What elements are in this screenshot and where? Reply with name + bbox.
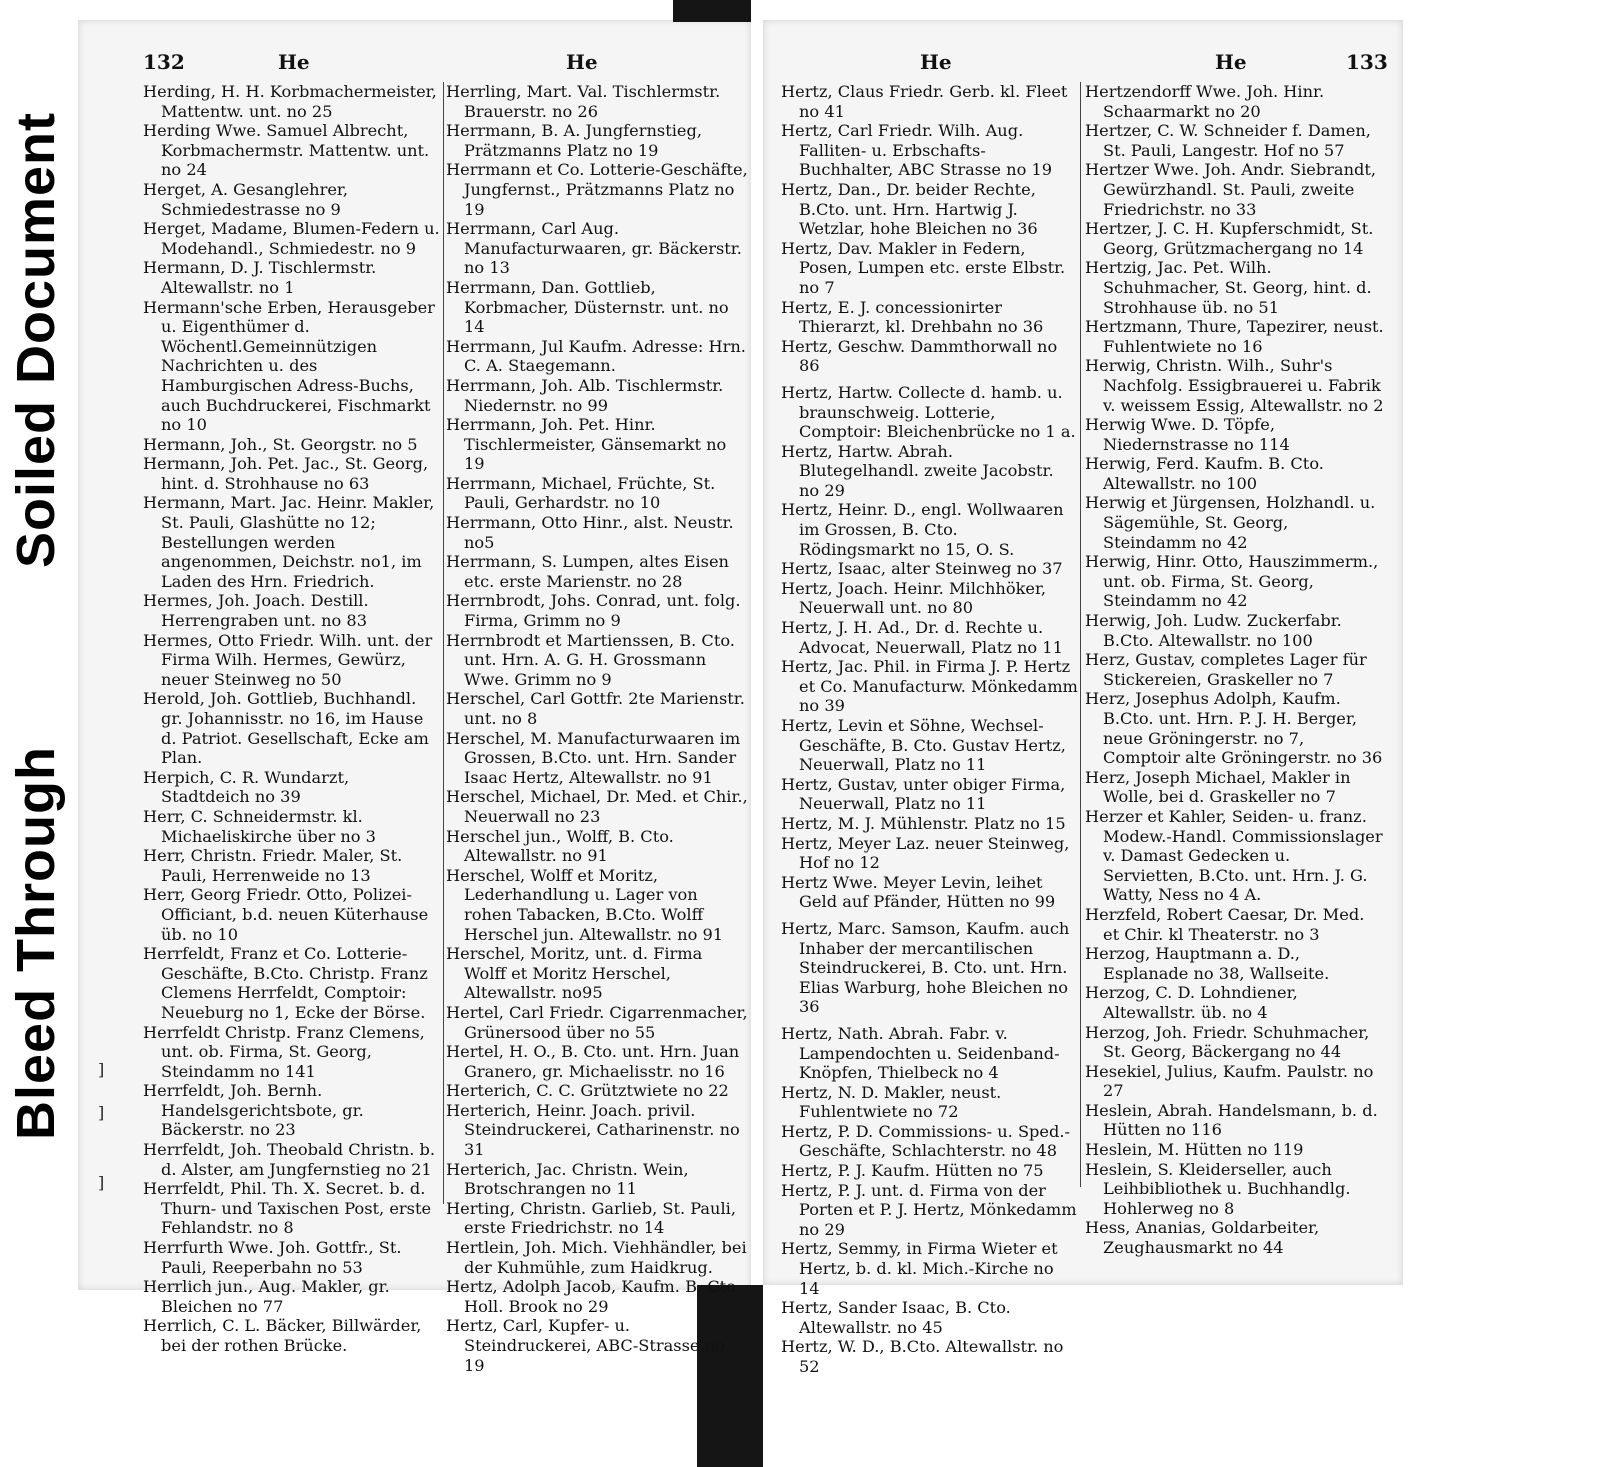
directory-entry: Herrmann, Carl Aug. Manufacturwaaren, gr. Bäckerstr. no 13 (446, 219, 742, 278)
directory-entry: Herrmann et Co. Lotterie-Geschäfte, Jungfernst., Prätzmanns Platz no 19 (446, 160, 748, 219)
directory-entry: Herwig, Hinr. Otto, Hauszimmerm., unt. ob. Firma, St. Georg, Steindamm no 42 (1085, 552, 1379, 611)
directory-entry: Hertz, W. D., B.Cto. Altewallstr. no 52 (781, 1337, 1064, 1376)
directory-entry: Heslein, Abrah. Handelsmann, b. d. Hütten no 116 (1085, 1100, 1378, 1140)
directory-entry: Herrfeldt Christp. Franz Clemens, unt. ob. Firma, St. Georg, Steindamm no 141 (143, 1022, 425, 1081)
directory-entry: Hertzer Wwe. Joh. Andr. Siebrandt, Gewürzhandl. St. Pauli, zweite Friedrichstr. no 33 (1085, 160, 1377, 219)
directory-entry: Hertz, Meyer Laz. neuer Steinweg, Hof no 12 (781, 833, 1070, 873)
directory-entry: Hertz, P. D. Commissions- u. Sped.-Geschäfte, Schlachterstr. no 48 (781, 1121, 1070, 1161)
directory-entry: Herschel, Carl Gottfr. 2te Marienstr. unt. no 8 (446, 689, 745, 728)
directory-entry: Hertzmann, Thure, Tapezirer, neust. Fuhlentwiete no 16 (1085, 317, 1384, 356)
directory-entry: Herting, Christn. Garlieb, St. Pauli, erste Friedrichstr. no 14 (446, 1198, 736, 1238)
directory-entry: Herz, Joseph Michael, Makler in Wolle, bei d. Graskeller no 7 (1085, 767, 1351, 807)
directory-entry: Hertz, Hartw. Abrah. Blutegelhandl. zweite Jacobstr. no 29 (781, 441, 1054, 500)
directory-entry: Herterich, Heinr. Joach. privil. Steindruckerei, Catharinenstr. no 31 (446, 1100, 740, 1160)
bleed-through-text: Bleed Through (6, 746, 66, 1140)
directory-entry: Herget, A. Gesanglehrer, Schmiedestrasse no 9 (143, 179, 349, 219)
directory-entry: Hertz, Nath. Abrah. Fabr. v. Lampendochten u. Seidenband-Knöpfen, Thielbeck no 4 (781, 1023, 1060, 1083)
directory-entry: Herrfeldt, Phil. Th. X. Secret. b. d. Thurn- und Taxischen Post, erste Fehlandstr. no 8 (143, 1179, 432, 1238)
directory-entry: Herrmann, Michael, Früchte, St. Pauli, Gerhardstr. no 10 (446, 473, 716, 513)
directory-entry: Herrmann, B. A. Jungfernstieg, Prätzmanns Platz no 19 (446, 121, 702, 160)
directory-entry: Herrnbrodt, Johs. Conrad, unt. folg. Firma, Grimm no 9 (446, 591, 741, 631)
directory-entry: Herwig, Christn. Wilh., Suhr's Nachfolg. Essigbrauerei u. Fabrik v. weissem Essig, Altewallstr. no 2 (1085, 356, 1384, 415)
directory-entry: Herzfeld, Robert Caesar, Dr. Med. et Chir. kl Theaterstr. no 3 (1085, 904, 1365, 944)
directory-entry: Hertz, Semmy, in Firma Wieter et Hertz, b. d. kl. Mich.-Kirche no 14 (781, 1239, 1058, 1298)
directory-entry: Hertz, Isaac, alter Steinweg no 37 (781, 559, 1063, 579)
directory-entry: Hertz, Sander Isaac, B. Cto. Altewallstr. no 45 (781, 1298, 1011, 1337)
directory-entry: Hertz, Gustav, unter obiger Firma, Neuerwall, Platz no 11 (781, 774, 1066, 814)
directory-entry: Hertz, Dav. Makler in Federn, Posen, Lumpen etc. erste Elbstr. no 7 (781, 238, 1066, 297)
directory-entry: Hertz, Adolph Jacob, Kaufm. B. Cto. Holl. Brook no 29 (446, 1277, 741, 1316)
right-page-number: 133 (1346, 50, 1388, 74)
directory-entry: Hess, Ananias, Goldarbeiter, Zeughausmarkt no 44 (1085, 1218, 1320, 1258)
directory-entry: Hertzer, C. W. Schneider f. Damen, St. Pauli, Langestr. Hof no 57 (1085, 121, 1371, 160)
directory-entry: Herrlich jun., Aug. Makler, gr. Bleichen no 77 (143, 1277, 390, 1316)
directory-entry: Hermes, Joh. Joach. Destill. Herrengraben unt. no 83 (143, 591, 369, 631)
directory-entry: Hertzendorff Wwe. Joh. Hinr. Schaarmarkt no 20 (1085, 82, 1325, 121)
directory-entry: Hertz, Heinr. D., engl. Wollwaaren im Grossen, B. Cto. Rödingsmarkt no 15, O. S. (781, 500, 1064, 559)
directory-column-2 (446, 82, 748, 1375)
directory-entry: Herzog, Joh. Friedr. Schuhmacher, St. Georg, Bäckergang no 44 (1085, 1022, 1370, 1062)
directory-entry: Herterich, C. C. Grütztwiete no 22 (446, 1081, 729, 1101)
directory-entry: Hertz, N. D. Makler, neust. Fuhlentwiete no 72 (781, 1082, 1002, 1122)
directory-entry: Herzog, C. D. Lohndiener, Altewallstr. üb. no 4 (1085, 983, 1298, 1022)
left-page-letters-center: He (566, 50, 598, 74)
directory-entry: Heslein, M. Hütten no 119 (1085, 1140, 1304, 1160)
directory-entry: Hertz, Hartw. Collecte d. hamb. u. braunschweig. Lotterie, Comptoir: Bleichenbrücke no 1 a. (781, 382, 1076, 442)
directory-entry: Hertlein, Joh. Mich. Viehhändler, bei der Kuhmühle, zum Haidkrug. (446, 1238, 747, 1277)
directory-entry: Hertz, Joach. Heinr. Milchhöker, Neuerwall unt. no 80 (781, 578, 1047, 618)
directory-entry: Herwig, Ferd. Kaufm. B. Cto. Altewallstr. no 100 (1085, 454, 1324, 493)
left-page-number: 132 (143, 50, 185, 74)
directory-entry: Hertz, Jac. Phil. in Firma J. P. Hertz et Co. Manufacturw. Mönkedamm no 39 (781, 657, 1078, 716)
directory-entry: Herpich, C. R. Wundarzt, Stadtdeich no 39 (143, 767, 350, 807)
directory-entry: Herding Wwe. Samuel Albrecht, Korbmachermstr. Mattentw. unt. no 24 (143, 121, 430, 180)
directory-entry: Herschel, Michael, Dr. Med. et Chir., Neuerwall no 23 (446, 787, 748, 826)
directory-entry: Hertz, J. H. Ad., Dr. d. Rechte u. Advocat, Neuerwall, Platz no 11 (781, 618, 1063, 657)
directory-entry: Herzog, Hauptmann a. D., Esplanade no 38, Wallseite. (1085, 944, 1330, 983)
directory-entry: Hertz, Marc. Samson, Kaufm. auch Inhaber der mercantilischen Steindruckerei, B. Cto. unt. Hrn. Elias Warburg, hohe Bleichen no 36 (781, 918, 1070, 1017)
directory-entry: Herrmann, Joh. Pet. Hinr. Tischlermeister, Gänsemarkt no 19 (446, 415, 727, 474)
directory-entry: Hertel, Carl Friedr. Cigarrenmacher, Grünersood über no 55 (446, 1002, 748, 1042)
directory-entry: Herwig, Joh. Ludw. Zuckerfabr. B.Cto. Altewallstr. no 100 (1085, 611, 1342, 650)
directory-entry: Herrfurth Wwe. Joh. Gottfr., St. Pauli, Reeperbahn no 53 (143, 1238, 402, 1277)
directory-entry: Herr, Georg Friedr. Otto, Polizei-Officiant, b.d. neuen Küterhause üb. no 10 (143, 885, 429, 944)
bleed-through-stamp (0, 722, 72, 1164)
directory-entry: Herzer et Kahler, Seiden- u. franz. Modew.-Handl. Commissionslager v. Damast Gedecken u. Servietten, B.Cto. unt. Hrn. J. G. Watty, Ness no 4 A. (1085, 806, 1383, 905)
binding-spine-top (673, 0, 751, 22)
directory-entry: Hertz Wwe. Meyer Levin, leihet Geld auf Pfänder, Hütten no 99 (781, 872, 1056, 912)
directory-entry: Heslein, S. Kleiderseller, auch Leihbibliothek u. Buchhandlg. Hohlerweg no 8 (1085, 1159, 1351, 1218)
directory-entry: Hertz, P. J. unt. d. Firma von der Porten et P. J. Hertz, Mönkedamm no 29 (781, 1180, 1077, 1239)
directory-column-1 (143, 82, 441, 1356)
directory-entry: Herrmann, Otto Hinr., alst. Neustr. no5 (446, 513, 734, 552)
directory-entry: Hertz, E. J. concessionirter Thierarzt, kl. Drehbahn no 36 (781, 297, 1044, 337)
directory-entry: Herrmann, Dan. Gottlieb, Korbmacher, Düsternstr. unt. no 14 (446, 277, 729, 337)
right-page-letters: He (1215, 50, 1247, 74)
directory-entry: Hermann, Mart. Jac. Heinr. Makler, St. Pauli, Glashütte no 12; Bestellungen werden angenommen, Deichstr. no1, im Laden des Hrn. Friedrich. (143, 493, 435, 591)
directory-entry: Hermann, Joh. Pet. Jac., St. Georg, hint. d. Strohhause no 63 (143, 454, 429, 493)
directory-entry: Hertz, Levin et Söhne, Wechsel-Geschäfte, B. Cto. Gustav Hertz, Neuerwall, Platz no 11 (781, 716, 1066, 775)
column-rule-left (443, 82, 444, 1204)
directory-entry: Herrling, Mart. Val. Tischlermstr. Brauerstr. no 26 (446, 82, 721, 121)
directory-entry: Hertz, Carl, Kupfer- u. Steindruckerei, ABC-Strasse no 19 (446, 1316, 725, 1375)
left-page-letters: He (278, 50, 310, 74)
directory-entry: Herrlich, C. L. Bäcker, Billwärder, bei der rothen Brücke. (143, 1316, 422, 1355)
directory-entry: Herz, Josephus Adolph, Kaufm. B.Cto. unt. Hrn. P. J. H. Berger, neue Gröningerstr. no 7, Comptoir alte Gröningerstr. no 36 (1085, 689, 1383, 768)
directory-entry: Herschel, M. Manufacturwaaren im Grossen, B.Cto. unt. Hrn. Sander Isaac Hertz, Altewallstr. no 91 (446, 728, 741, 787)
directory-entry: Hertz, M. J. Mühlenstr. Platz no 15 (781, 813, 1066, 833)
directory-entry: Hermann, Joh., St. Georgstr. no 5 (143, 434, 418, 454)
directory-entry: Hertz, Carl Friedr. Wilh. Aug. Falliten- u. Erbschafts-Buchhalter, ABC Strasse no 19 (781, 121, 1053, 180)
directory-entry: Hertzer, J. C. H. Kupferschmidt, St. Georg, Grützmachergang no 14 (1085, 219, 1374, 258)
directory-entry: Herr, C. Schneidermstr. kl. Michaeliskirche über no 3 (143, 806, 376, 846)
directory-entry: Hermann'sche Erben, Herausgeber u. Eigenthümer d. Wöchentl.Gemeinnützigen Nachrichten u. des Hamburgischen Adress-Buchs, auch Buchdruckerei, Fischmarkt no 10 (143, 297, 435, 435)
directory-entry: Herschel, Wolff et Moritz, Lederhandlung u. Lager von rohen Tabacken, B.Cto. Wolff Herschel jun. Altewallstr. no 91 (446, 865, 724, 944)
directory-entry: Hertz, Geschw. Dammthorwall no 86 (781, 336, 1058, 376)
directory-entry: Herz, Gustav, completes Lager für Stickereien, Graskeller no 7 (1085, 650, 1367, 689)
directory-entry: Herrfeldt, Franz et Co. Lotterie-Geschäfte, B.Cto. Christp. Franz Clemens Herrfeldt, Comptoir: Neueburg no 1, Ecke der Börse. (143, 944, 428, 1022)
directory-column-4 (1085, 82, 1385, 1258)
directory-entry: Hertzig, Jac. Pet. Wilh. Schuhmacher, St. Georg, hint. d. Strohhause üb. no 51 (1085, 258, 1372, 317)
directory-entry: Hesekiel, Julius, Kaufm. Paulstr. no 27 (1085, 1061, 1374, 1101)
directory-entry: Herrfeldt, Joh. Bernh. Handelsgerichtsbote, gr. Bäckerstr. no 23 (143, 1081, 364, 1140)
directory-entry: Herrmann, Jul Kaufm. Adresse: Hrn. C. A. Staegemann. (446, 336, 746, 376)
directory-entry: Hertz, P. J. Kaufm. Hütten no 75 (781, 1161, 1044, 1181)
directory-entry: Herrfeldt, Joh. Theobald Christn. b. d. Alster, am Jungfernstieg no 21 (143, 1140, 436, 1179)
directory-entry: Hertz, Dan., Dr. beider Rechte, B.Cto. unt. Hrn. Hartwig J. Wetzlar, hohe Bleichen no 36 (781, 179, 1038, 239)
directory-entry: Herwig Wwe. D. Töpfe, Niedernstrasse no 114 (1085, 415, 1290, 454)
directory-entry: Herschel jun., Wolff, B. Cto. Altewallstr. no 91 (446, 826, 674, 866)
directory-entry: Herterich, Jac. Christn. Wein, Brotschrangen no 11 (446, 1159, 689, 1199)
directory-column-3 (781, 82, 1078, 1377)
edge-mark: ] (98, 1060, 105, 1079)
directory-entry: Herwig et Jürgensen, Holzhandl. u. Sägemühle, St. Georg, Steindamm no 42 (1085, 493, 1376, 552)
directory-entry: Herding, H. H. Korbmachermeister, Mattentw. unt. no 25 (143, 82, 437, 121)
directory-entry: Hermann, D. J. Tischlermstr. Altewallstr. no 1 (143, 258, 377, 297)
column-rule-right (1080, 82, 1081, 1187)
directory-entry: Hertel, H. O., B. Cto. unt. Hrn. Juan Granero, gr. Michaelisstr. no 16 (446, 1042, 740, 1081)
directory-entry: Hermes, Otto Friedr. Wilh. unt. der Firma Wilh. Hermes, Gewürz, neuer Steinweg no 50 (143, 630, 433, 689)
directory-entry: Herget, Madame, Blumen-Federn u. Modehandl., Schmiedestr. no 9 (143, 219, 440, 258)
directory-entry: Herrnbrodt et Martienssen, B. Cto. unt. Hrn. A. G. H. Grossmann Wwe. Grimm no 9 (446, 630, 735, 689)
soiled-document-stamp (0, 100, 72, 580)
directory-entry: Herrmann, Joh. Alb. Tischlermstr. Niedernstr. no 99 (446, 375, 724, 415)
soiled-document-text: Soiled Document (6, 111, 66, 569)
directory-entry: Herrmann, S. Lumpen, altes Eisen etc. erste Marienstr. no 28 (446, 552, 729, 591)
edge-mark: ] (98, 1103, 105, 1122)
edge-mark: ] (98, 1173, 105, 1192)
directory-entry: Herold, Joh. Gottlieb, Buchhandl. gr. Johannisstr. no 16, im Hause d. Patriot. Gesellschaft, Ecke am Plan. (143, 689, 429, 768)
directory-entry: Herr, Christn. Friedr. Maler, St. Pauli, Herrenweide no 13 (143, 846, 403, 885)
right-page-letters-center: He (920, 50, 952, 74)
directory-entry: Herschel, Moritz, unt. d. Firma Wolff et Moritz Herschel, Altewallstr. no95 (446, 944, 703, 1003)
directory-entry: Hertz, Claus Friedr. Gerb. kl. Fleet no 41 (781, 82, 1068, 121)
